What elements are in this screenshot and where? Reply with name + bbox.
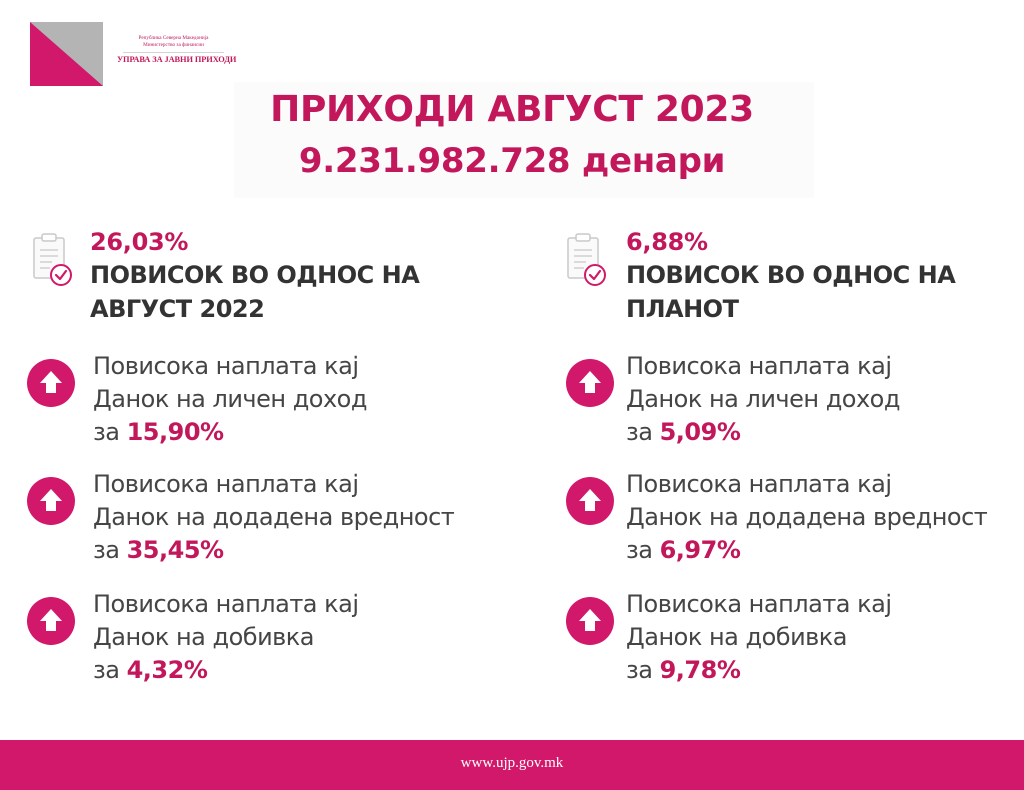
arrow-up-circle-icon [27, 359, 75, 407]
list-item [566, 350, 1024, 446]
page-title: ПРИХОДИ АВГУСТ 2023 [270, 89, 754, 130]
item-prefix: за [626, 536, 660, 564]
item-line3 [626, 416, 900, 449]
item-line3 [93, 416, 367, 449]
item-line3 [626, 654, 892, 687]
right-heading-line1: ПОВИСОК ВО ОДНОС НА [626, 261, 956, 289]
list-item [566, 588, 1024, 684]
item-text [93, 468, 454, 567]
item-text [93, 350, 367, 449]
item-value: 15,90% [126, 418, 224, 446]
item-text [626, 588, 892, 687]
item-text [93, 588, 359, 687]
item-text [626, 468, 987, 567]
left-percent: 26,03% [90, 228, 189, 256]
logo-country: Република Северна Македонија [138, 35, 209, 41]
item-line2: Данок на добивка [93, 623, 315, 651]
item-prefix: за [626, 656, 660, 684]
item-line2: Данок на личен доход [93, 385, 367, 413]
item-line1: Повисока наплата кај [93, 590, 359, 618]
item-line1: Повисока наплата кај [626, 590, 892, 618]
item-line1: Повисока наплата кај [626, 470, 892, 498]
website-link[interactable]: www.ujp.gov.mk [460, 755, 564, 771]
item-line1: Повисока наплата кај [93, 470, 359, 498]
ujp-logo [30, 22, 237, 86]
item-line2: Данок на додадена вредност [626, 503, 988, 531]
item-line2: Данок на добивка [626, 623, 848, 651]
arrow-up-circle-icon [566, 597, 614, 645]
item-line2: Данок на личен доход [626, 385, 900, 413]
ujp-logo-icon [30, 22, 103, 86]
arrow-up-circle-icon [566, 477, 614, 525]
clipboard-check-icon [32, 232, 74, 288]
item-line3 [93, 534, 454, 567]
logo-agency: УПРАВА ЗА ЈАВНИ ПРИХОДИ [117, 55, 237, 64]
item-value: 4,32% [126, 656, 208, 684]
item-value: 9,78% [659, 656, 741, 684]
list-item [27, 588, 487, 684]
item-prefix: за [93, 418, 127, 446]
clipboard-check-icon [566, 232, 608, 288]
right-heading-line2: ПЛАНОТ [626, 295, 739, 323]
item-line1: Повисока наплата кај [626, 352, 892, 380]
item-text [626, 350, 900, 449]
logo-text [117, 35, 237, 64]
item-prefix: за [93, 536, 127, 564]
arrow-up-circle-icon [566, 359, 614, 407]
logo-divider [123, 52, 224, 53]
list-item [566, 468, 1024, 564]
right-percent: 6,88% [626, 228, 708, 256]
item-line3 [626, 534, 987, 567]
left-heading-line2: АВГУСТ 2022 [90, 295, 265, 323]
arrow-up-circle-icon [27, 477, 75, 525]
item-prefix: за [626, 418, 660, 446]
item-line2: Данок на додадена вредност [93, 503, 455, 531]
item-value: 35,45% [126, 536, 224, 564]
list-item [27, 468, 487, 564]
arrow-up-circle-icon [27, 597, 75, 645]
total-revenue: 9.231.982.728 денари [298, 141, 726, 181]
item-line1: Повисока наплата кај [93, 352, 359, 380]
item-line3 [93, 654, 359, 687]
left-heading-line1: ПОВИСОК ВО ОДНОС НА [90, 261, 420, 289]
logo-ministry: Министерство за финансии [143, 42, 204, 48]
list-item [27, 350, 487, 446]
item-prefix: за [93, 656, 127, 684]
item-value: 6,97% [659, 536, 741, 564]
item-value: 5,09% [659, 418, 741, 446]
